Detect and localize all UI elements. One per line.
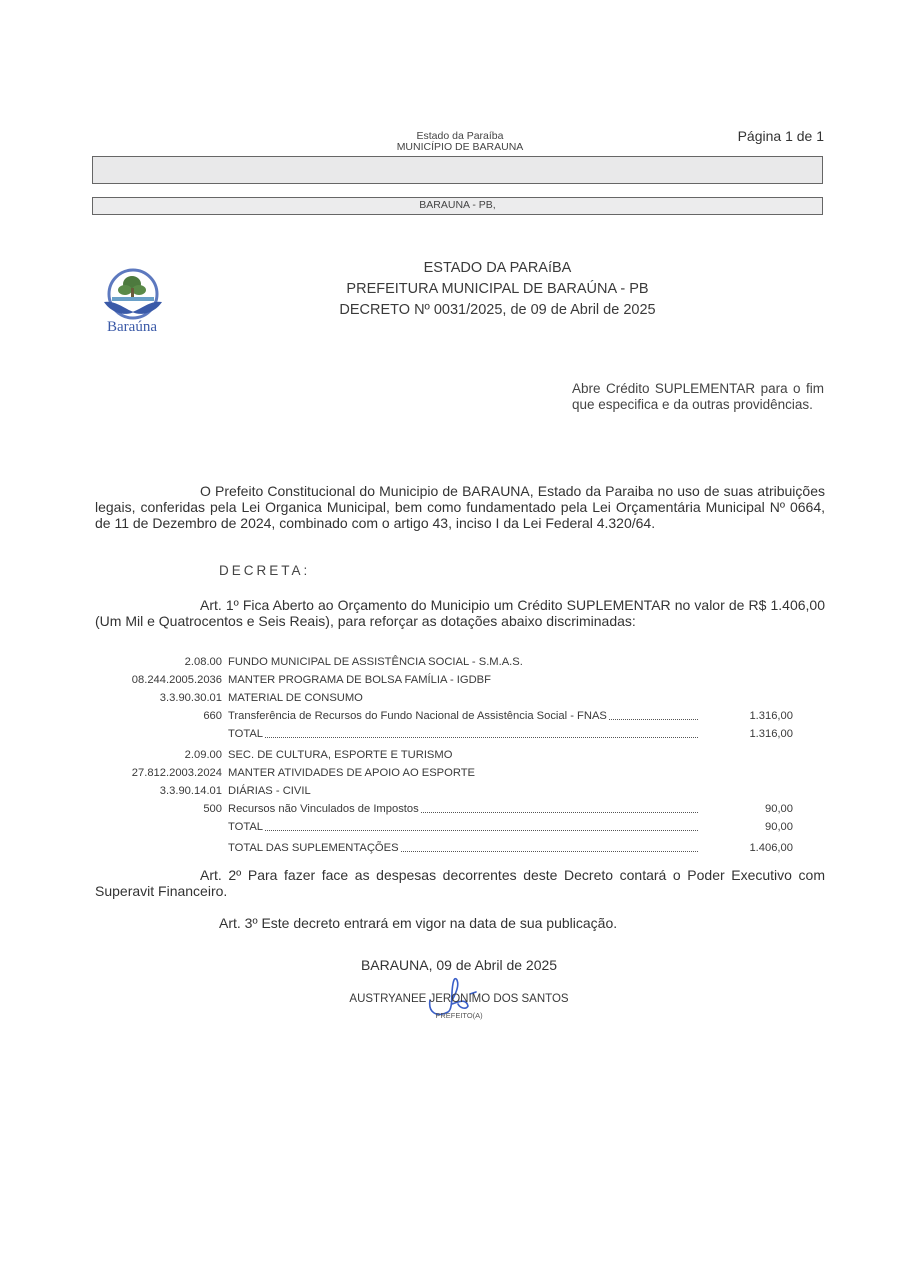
grand-total-label: TOTAL DAS SUPLEMENTAÇÕES: [228, 842, 399, 854]
total-label: TOTAL: [228, 728, 264, 740]
title-state: ESTADO DA PARAíBA: [423, 260, 572, 276]
article-2: Art. 2º Para fazer face as despesas decorrentes deste Decreto contará o Poder Executivo com Superavit Financeiro.: [95, 867, 825, 899]
table-row-element: [95, 689, 805, 707]
city-date: BARAUNA, 09 de Abril de 2025: [360, 957, 558, 973]
decreta-heading: DECRETA:: [219, 563, 311, 578]
table-row-source: [95, 800, 805, 818]
signer-role: PREFEITO(A): [435, 1011, 483, 1020]
table-row-action: [95, 671, 805, 689]
source-value: 1.316,00: [749, 710, 793, 722]
header-municipality-line: MUNICÍPIO DE BARAUNA: [396, 141, 524, 153]
table-row-action: [95, 764, 805, 782]
total-value: 1.316,00: [749, 728, 793, 740]
page-number: Página 1 de 1: [737, 128, 824, 144]
grand-total-leader: [228, 839, 698, 857]
source-value: 90,00: [765, 803, 793, 815]
article-3: Art. 3º Este decreto entrará em vigor na data de sua publicação.: [219, 915, 618, 931]
total-leader: [228, 818, 698, 836]
header-state-block: [360, 131, 560, 153]
header-state-line: Estado da Paraíba: [416, 130, 504, 142]
action-name: MANTER PROGRAMA DE BOLSA FAMÍLIA - IGDBF: [228, 674, 491, 686]
element-name: MATERIAL DE CONSUMO: [228, 692, 363, 704]
unit-name: SEC. DE CULTURA, ESPORTE E TURISMO: [228, 749, 453, 761]
source-code: 500: [203, 803, 222, 815]
total-label: TOTAL: [228, 821, 264, 833]
action-code: 08.244.2005.2036: [131, 674, 222, 686]
unit-code: 2.09.00: [184, 749, 222, 761]
logo-text: Baraúna: [107, 319, 157, 335]
element-name: DIÁRIAS - CIVIL: [228, 785, 311, 797]
appropriations-table: [95, 653, 805, 857]
source-leader: [228, 707, 698, 725]
table-row-total: [95, 818, 805, 836]
document-title: [300, 258, 695, 321]
table-row-source: [95, 707, 805, 725]
source-leader: [228, 800, 698, 818]
unit-name: FUNDO MUNICIPAL DE ASSISTÊNCIA SOCIAL - S.M.A.S.: [228, 656, 523, 668]
table-row-unit: [95, 746, 805, 764]
element-code: 3.3.90.14.01: [159, 785, 222, 797]
decree-summary: Abre Crédito SUPLEMENTAR para o fim que especifica e da outras providências.: [572, 381, 824, 412]
signer-name: AUSTRYANEE JERONIMO DOS SANTOS: [349, 993, 569, 1005]
grand-total-value: 1.406,00: [749, 842, 793, 854]
element-code: 3.3.90.30.01: [159, 692, 222, 704]
title-prefecture: PREFEITURA MUNICIPAL DE BARAÚNA - PB: [346, 281, 649, 297]
source-code: 660: [203, 710, 222, 722]
source-name: Recursos não Vinculados de Impostos: [228, 803, 419, 815]
location-bar: BARAUNA - PB,: [92, 197, 823, 215]
action-code: 27.812.2003.2024: [131, 767, 222, 779]
table-row-element: [95, 782, 805, 800]
unit-code: 2.08.00: [184, 656, 222, 668]
article-1: Art. 1º Fica Aberto ao Orçamento do Municipio um Crédito SUPLEMENTAR no valor de R$ 1.406,00 (Um Mil e Quatrocentos e Seis Reais), para reforçar as dotações abaixo discriminadas:: [95, 597, 825, 629]
table-row-total: [95, 725, 805, 743]
header-blank-box: [92, 156, 823, 184]
preamble-paragraph: O Prefeito Constitucional do Municipio de BARAUNA, Estado da Paraiba no uso de suas atribuições legais, conferidas pela Lei Organica Municipal, bem como fundamentado pela Lei Orçamentária Municipal Nº 0664, de 11 de Dezembro de 2024, combinado com o artigo 43, inciso I da Lei Federal 4.320/64.: [95, 483, 825, 531]
table-row-grand-total: [95, 839, 805, 857]
source-name: Transferência de Recursos do Fundo Nacional de Assistência Social - FNAS: [228, 710, 607, 722]
title-decree-number: DECRETO Nº 0031/2025, de 09 de Abril de 2025: [339, 302, 656, 318]
total-leader: [228, 725, 698, 743]
table-row-unit: [95, 653, 805, 671]
total-value: 90,00: [765, 821, 793, 833]
action-name: MANTER ATIVIDADES DE APOIO AO ESPORTE: [228, 767, 476, 779]
